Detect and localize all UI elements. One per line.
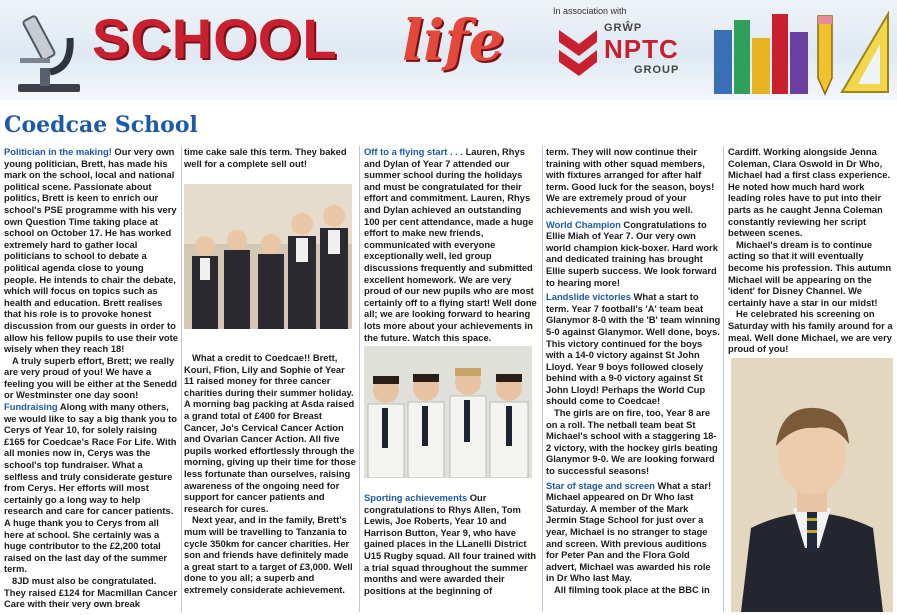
article-column-1 [4,146,178,610]
column-divider [359,146,360,612]
banner-title-script: life [402,8,505,74]
paragraph: A truly superb effort, Brett; we really are very proud of you! We have a feeling you will be either at the Senedd or Westminster one day soon! [4,354,177,401]
article-column-2 [184,146,356,169]
ruler-triangle-icon [838,10,894,96]
photo-rugby-squad [364,346,532,478]
article-column-3 [364,146,539,343]
photo-michael [731,358,893,612]
subhead-sporting: Sporting achievements [364,492,468,503]
article-column-5 [728,146,894,355]
paragraph: Along with many others, we would like to say a big thank you to Cerys of Year 10, for solely raising £165 for Coedcae's Race For Life. With all monies now in, Cerys was the school's top fundraiser. What a selfless and truly considerate gesture from Cerys. Her efforts will most certainly go a long way to help research and care for cancer patients. A huge thank you to Cerys from all here at school. She certainly was a huge contributor to the £2,200 total raised on the last day of the summer term. [4,401,177,575]
column-divider [542,146,543,612]
article-column-4 [546,146,721,596]
association-text: In association with [553,6,627,16]
column-divider [181,146,182,612]
nptc-logo-icon [555,22,601,80]
article-column-3b [364,492,539,596]
paragraph: Congratulations to Ellie Miah of Year 7. Our very own world champion kick-boxer. Hard work and dedicated training has brought Ellie superb success. We look forward to hearing more! [546,218,718,288]
paragraph: Lauren, Rhys and Dylan of Year 7 attended our summer school during the holidays and must be congratulated for their effort and commitment. Lauren, Rhys and Dylan achieved an outstanding 100 per cent attendance, made a huge effort to make new friends, communicated with everyone exceptionally well, led group discussions frequently and submitted excellent homework. We are very proud of our new pupils who are most certainly off to a flying start! Well done all; we are looking forward to hearing lots more about your achievements in the future. Watch this space. [364,146,537,343]
books-icon [712,10,812,96]
masthead-banner [0,0,897,100]
subhead-politician: Politician in the making! [4,146,112,157]
paragraph: Next year, and in the family, Brett's mum will be travelling to Tanzania to cycle 350km for cancer charities. Her son and friends have definitely made a great start to a target of £3,000. Well done to you all; a superb and extremely considerate achievement. [184,514,353,595]
paragraph: What a star! Michael appeared on Dr Who last Saturday. A member of the Mark Jermin Stage School for just over a year, Michael is no stranger to stage and screen. With previous auditions for Peter Pan and the Flora Gold advert, Michael was awarded his role in Dr Who last May. [546,479,712,584]
paragraph: 8JD must also be congratulated. They raised £124 for Macmillan Cancer Care with their very own break [4,574,177,610]
microscope-icon [10,8,88,96]
pencil-icon [808,12,842,96]
paragraph: term. They will now continue their training with other squad members, with fixtures arranged for after half term. Good luck for the season, boys! We are extremely proud of your achievements and wish you well. [546,146,715,215]
partner-nptc: NPTC [604,34,679,64]
paragraph: Michael's dream is to continue acting so that it will eventually become his profession. This autumn Michael will be appearing on the 'ident' for Disney Channel. We certainly have a star in our midst! [728,238,892,308]
paragraph: The girls are on fire, too, Year 8 are on a roll. The netball team beat St Michael's school with a staggering 18-2 victory, with the hockey girls beating Glanymor 9-0. We are looking forward to successful seasons! [546,407,718,477]
paragraph: He celebrated his screening on Saturday with his family around for a meal. Well done Michael, we are very proud of you! [728,308,893,355]
subhead-fundraising: Fundraising [4,401,58,413]
subhead-star-stage: Star of stage and screen [546,479,655,491]
subhead-flying-start: Off to a flying start . . . [364,146,463,157]
paragraph: Our very own young politician, Brett, has made his mark on the school, local and national political scene. Passionate about politics, Brett is keen to enrich our school's PSE programme with his very own Question Time taking place at school on October 17. He has worked extremely hard to gather local politicians to school to debate a political agenda close to young people. He intends to chair the debate, which will focus on topics such as health and education. Brett realises that his role is to provoke honest discussion from our guests in order to allow his fellow pupils to use their vote wisely when they reach 18! [4,146,178,355]
partner-group: GROUP [634,64,680,76]
photo-year11-pupils [184,184,352,329]
paragraph: What a credit to Coedcae!! Brett, Kouri, Ffion, Lily and Sophie of Year 11 raised money for three cancer charities during their summer holiday. A morning bag packing at Asda raised a grand total of £400 for Breast Cancer, Jo's Cervical Cancer Action and Ovarian Cancer Action. All five pupils worked effortlessly through the morning, giving up their time for those less fortunate than ourselves, raising awareness of the ongoing need for support for cancer patients and research for cures. [184,352,356,514]
paragraph: time cake sale this term. They baked well for a complete sell out! [184,146,347,169]
partner-grwp: GRŴP [604,22,643,34]
column-divider [723,146,724,612]
paragraph: Cardiff. Working alongside Jenna Coleman, Clara Oswold in Dr Who, Michael had a first class experience. He noted how much hard work leading roles have to put into their parts as he caught Jenna Coleman constantly reviewing her script between scenes. [728,146,891,239]
article-column-2b [184,352,356,595]
paragraph: What a start to term. Year 7 football's 'A' team beat Glanymor 8-0 with the 'B' team winning 5-0 against Glanymor. Well done, boys. This victory continued for the boys with a 14-0 victory against St John Lloyd. Year 9 boys followed closely behind with a 9-0 victory against St John Lloyd! Perhaps the World Cup should come to Coedcae! [546,291,721,407]
paragraph: Our congratulations to Rhys Allen, Tom Lewis, Joe Roberts, Year 10 and Harrison Button, Year 9, who have gained places in the LLanelli District U15 Rugby squad. All four trained with a trial squad throughout the summer months and were awarded their positions at the beginning of [364,492,537,596]
subhead-world-champion: World Champion [546,218,621,230]
paragraph: All filming took place at the BBC in [554,583,710,595]
school-heading: Coedcae School [4,112,198,138]
banner-title: SCHOOL [92,7,338,70]
subhead-landslide: Landslide victories [546,291,631,303]
